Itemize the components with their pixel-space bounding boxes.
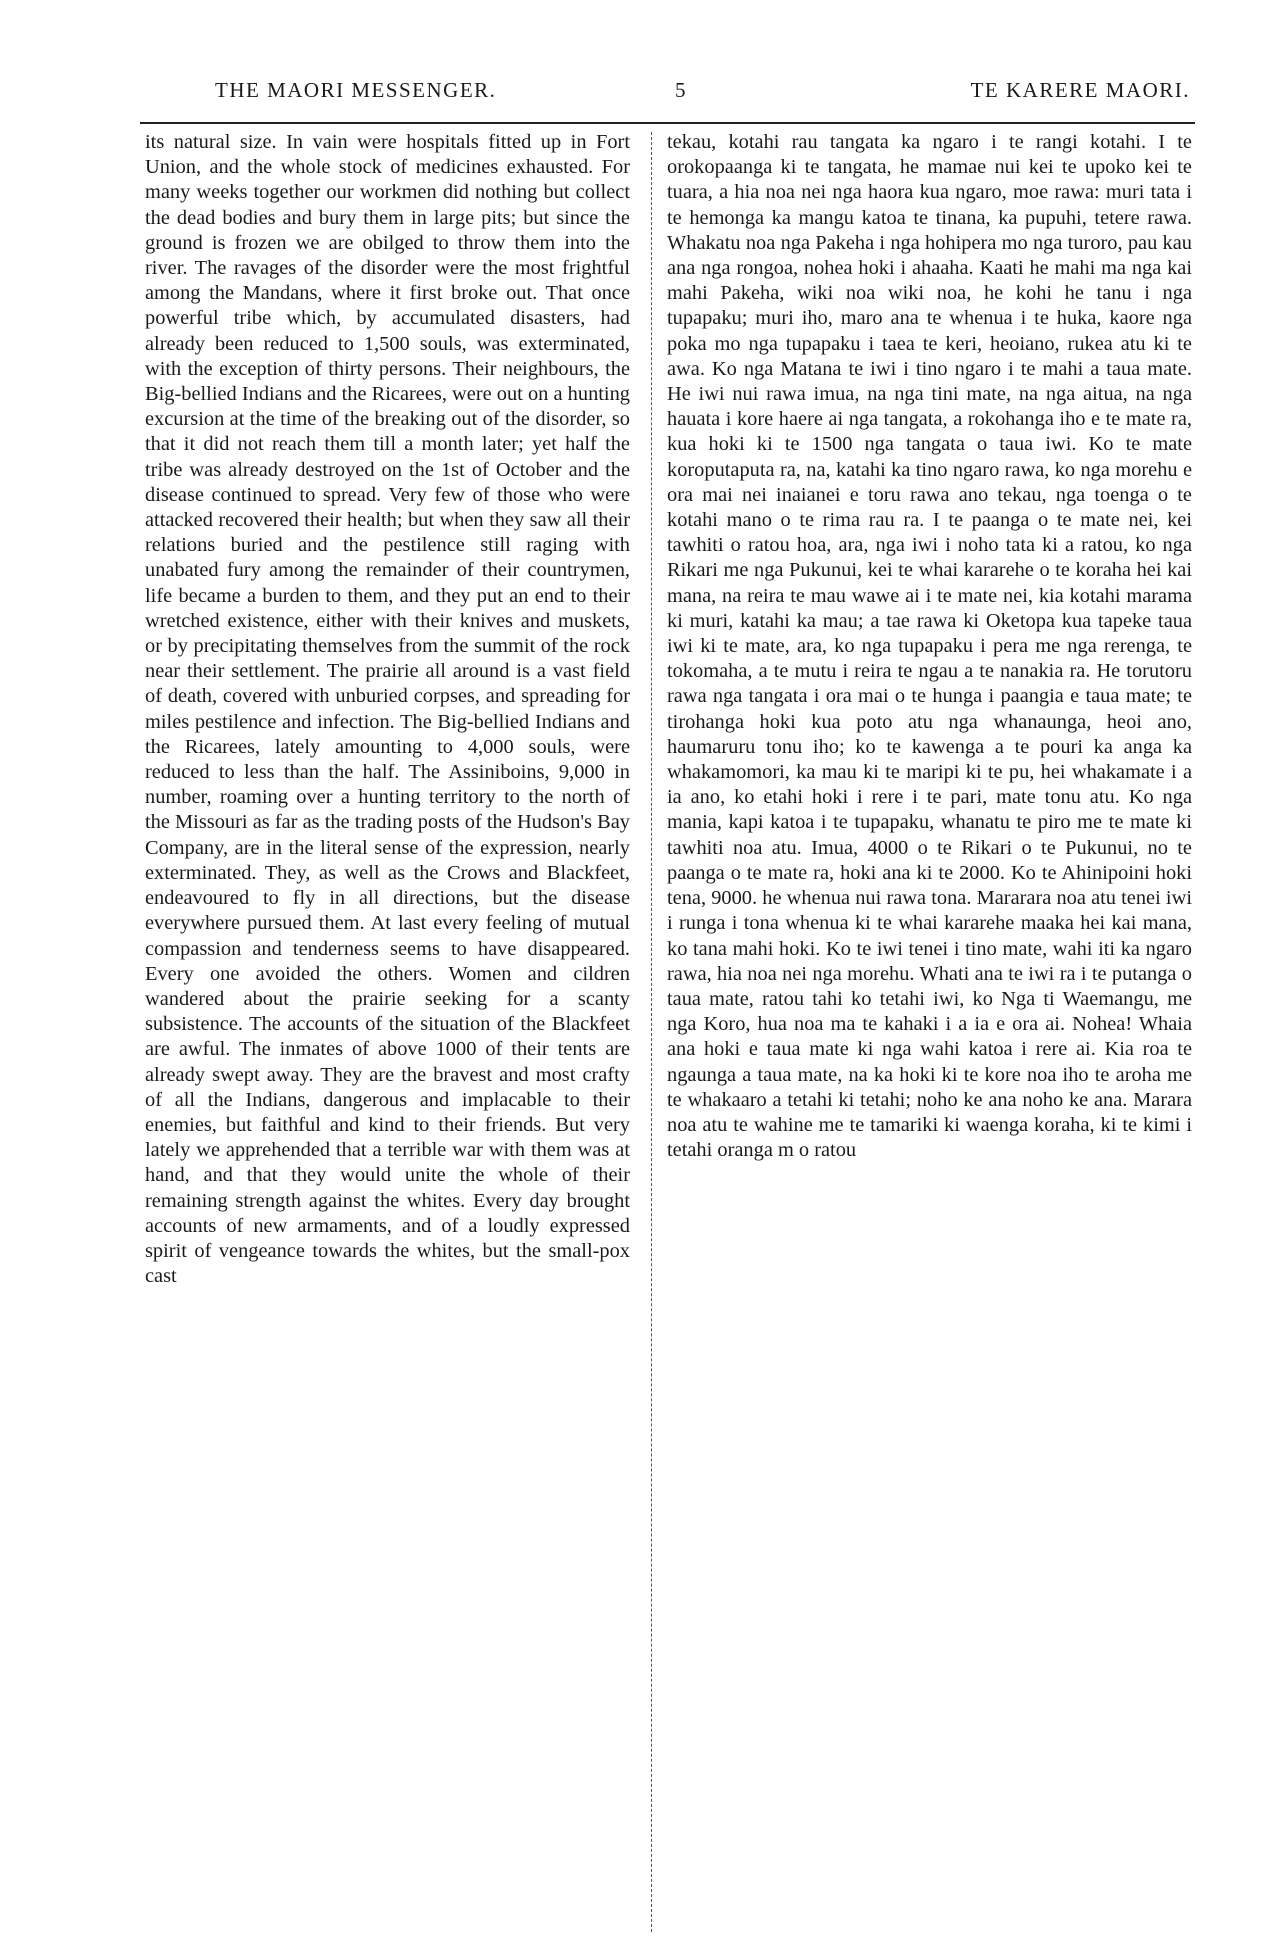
- header-rule: [140, 122, 1195, 124]
- maori-column: [667, 130, 1192, 1163]
- maori-masthead-title: TE KARERE MAORI.: [970, 78, 1190, 102]
- english-masthead-title: THE MAORI MESSENGER.: [215, 78, 497, 102]
- masthead: [140, 78, 1190, 108]
- page-number: 5: [675, 78, 687, 102]
- maori-article-text: tekau, kotahi rau tangata ka ngaro i te rangi kotahi. I te orokopaanga ki te tangata, he mamae nui kei te upoko kei te tuara, a hia noa nei nga haora kua ngaro, moe rawa: muri tata i te hemonga ka mangu katoa te tinana, ka pupuhi, tetere rawa. Whakatu noa nga Pakeha i nga hohipera mo nga turoro, pau kau ana nga rongoa, nohea hoki i ahaaha. Kaati he mahi ma nga kai mahi Pakeha, wiki noa wiki noa, he kohi he tanu i nga tupapaku; muri iho, maro ana te whenua i te huka, kaore nga poka mo nga tupapaku i taea te keri, heoiano, rukea atu ki te awa. Ko nga Matana te iwi i tino ngaro i te mahi a taua mate. He iwi nui rawa imua, na nga tini mate, na nga aitua, na nga hauata i kore haere ai nga tangata, a rokohanga iho e te mate ra, kua hoki ki te 1500 nga tangata o taua iwi. Ko te mate koroputaputa ra, na, katahi ka tino ngaro rawa, ko nga morehu e ora mai nei inaianei e toru rawa ano tekau, nga toenga o te kotahi mano o te rima rau ra. I te paanga o te mate nei, kei tawhiti o ratou hoa, ara, nga iwi i noho tata ki a ratou, ko nga Rikari me nga Pukunui, kei te whai kararehe o te koraha hei kai mana, na reira te mau wawe ai i te mate nei, kia kotahi marama ki muri, katahi ka mau; a tae rawa ki Oketopa kua tapeke taua iwi ki te mate, ara, ko nga tupapaku i pera me nga rerenga, te tokomaha, a te mutu i reira te ngau a te nanakia ra. He torutoru rawa nga tangata i ora mai o te hunga i paangia e taua mate; te tirohanga hoki kua poto atu nga whanaunga, heoi ano, haumaruru tonu iho; ko te kawenga a te pouri ka anga ka whakamomori, ka mau ki te maripi ki te pu, hei whakamate i a ia ano, ko etahi hoki i rere i te pari, mate tonu atu. Ko nga mania, kapi katoa i te tupapaku, whanatu te piro me te mate ki tawhiti noa atu. Imua, 4000 o te Rikari o te Pukunui, no te paanga o te mate ra, hoki ana ki te 2000. Ko te Ahinipoini hoki tena, 9000. he whenua nui rawa tona. Mararara noa atu tenei iwi i runga i tona whenua ki te whai kararehe maaka hei kai mana, ko tana mahi hoki. Ko te iwi tenei i tino mate, wahi iti ka ngaro rawa, hia noa nei nga morehu. Whati ana te iwi ra i te putanga o taua mate, ratou tahi ko tetahi iwi, ko Nga ti Waemangu, me nga Koro, hua noa ma te kahaki i a ia e ora ai. Nohea! Whaia ana hoki e taua mate ki nga wahi katoa i rere ai. Kia roa te ngaunga a taua mate, na ka hoki ki te kore noa iho te aroha me te whakaaro a tetahi ki tetahi; noho ke ana noho ke ana. Marara noa atu te wahine me te tamariki ki waenga koraha, ki te kimi i tetahi oranga m o ratou: [667, 131, 1192, 1162]
- english-article-text: its natural size. In vain were hospitals fitted up in Fort Union, and the whole stock of medicines exhausted. For many weeks together our workmen did nothing but collect the dead bodies and bury them in large pits; but since the ground is frozen we are obilged to throw them into the river. The ravages of the disorder were the most frightful among the Mandans, where it first broke out. That once powerful tribe which, by accumulated disasters, had already been reduced to 1,500 souls, was exterminated, with the exception of thirty persons. Their neighbours, the Big-bellied Indians and the Ricarees, were out on a hunting excursion at the time of the breaking out of the disorder, so that it did not reach them till a month later; yet half the tribe was already destroyed on the 1st of October and the disease continued to spread. Very few of those who were attacked recovered their health; but when they saw all their relations buried and the pestilence still raging with unabated fury among the remainder of their countrymen, life became a burden to them, and they put an end to their wretched existence, either with their knives and muskets, or by precipitating themselves from the summit of the rock near their settlement. The prairie all around is a vast field of death, covered with unburied corpses, and spreading for miles pestilence and infection. The Big-bellied Indians and the Ricarees, lately amounting to 4,000 souls, were reduced to less than the half. The Assiniboins, 9,000 in number, roaming over a hunting territory to the north of the Missouri as far as the trading posts of the Hudson's Bay Company, are in the literal sense of the expression, nearly exterminated. They, as well as the Crows and Blackfeet, endeavoured to fly in all directions, but the disease everywhere pursued them. At last every feeling of mutual compassion and tenderness seems to have disappeared. Every one avoided the others. Women and cildren wandered about the prairie seeking for a scanty subsistence. The accounts of the situation of the Blackfeet are awful. The inmates of above 1000 of their tents are already swept away. They are the bravest and most crafty of all the Indians, dangerous and implacable to their enemies, but faithful and kind to their friends. But very lately we apprehended that a terrible war with them was at hand, and that they would unite the whole of their remaining strength against the whites. Every day brought accounts of new armaments, and of a loudly expressed spirit of vengeance towards the whites, but the small-pox cast: [145, 131, 630, 1288]
- column-divider: [651, 132, 652, 1932]
- english-column: [145, 130, 630, 1289]
